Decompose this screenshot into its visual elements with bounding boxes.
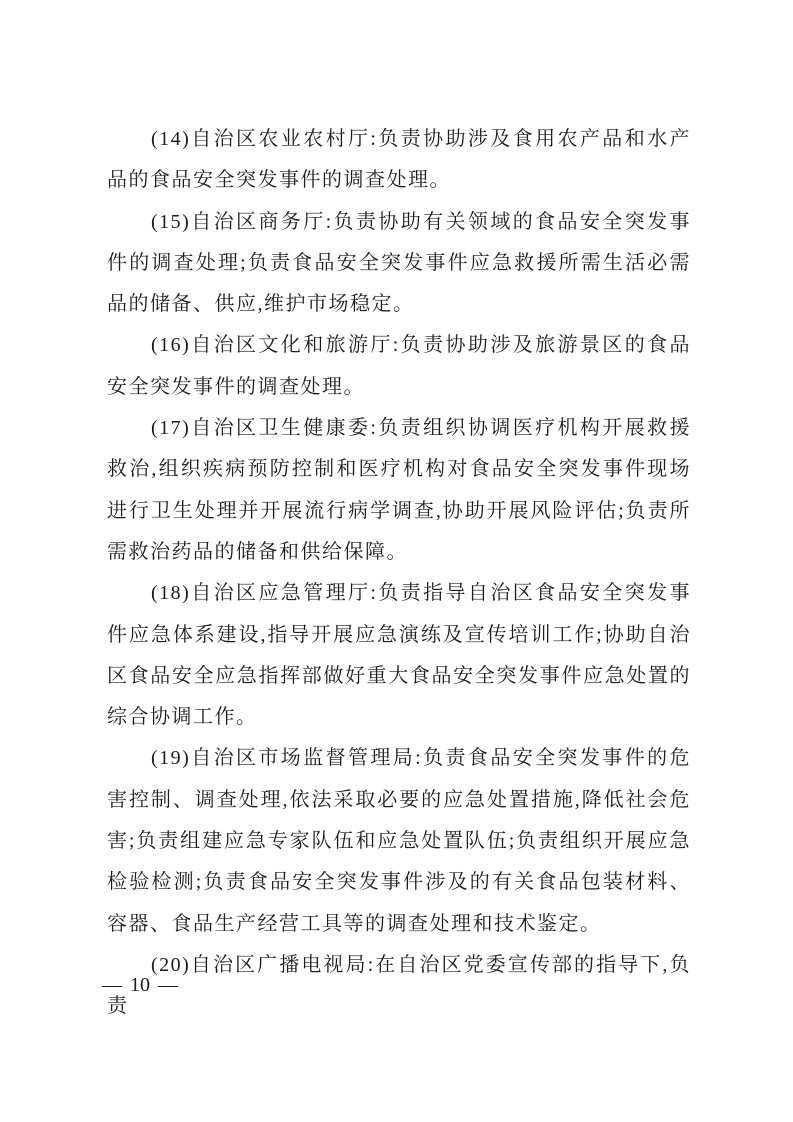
paragraph-item-17: (17)自治区卫生健康委:负责组织协调医疗机构开展救援救治,组织疾病预防控制和医疗机构对食品安全突发事件现场进行卫生处理并开展流行病学调查,协助开展风险评估;负责所需救治药品的储备和供给保障。	[107, 417, 691, 563]
paragraph-item-16: (16)自治区文化和旅游厅:负责协助涉及旅游景区的食品安全突发事件的调查处理。	[107, 334, 691, 398]
paragraph-item-15: (15)自治区商务厅:负责协助有关领域的食品安全突发事件的调查处理;负责食品安全突发事件应急救援所需生活必需品的储备、供应,维护市场稳定。	[107, 210, 691, 316]
paragraph-item-14: (14)自治区农业农村厅:负责协助涉及食用农产品和水产品的食品安全突发事件的调查处理。	[107, 128, 691, 192]
paragraph-item-18: (18)自治区应急管理厅:负责指导自治区食品安全突发事件应急体系建设,指导开展应急演练及宣传培训工作;协助自治区食品安全应急指挥部做好重大食品安全突发事件应急处置的综合协调工作。	[107, 582, 691, 729]
page-number: 10	[130, 974, 150, 996]
paragraph-item-20: (20)自治区广播电视局:在自治区党委宣传部的指导下,负责	[107, 953, 691, 1018]
footer-left-dash: —	[102, 974, 122, 996]
document-body	[107, 119, 691, 1028]
page-number-footer	[102, 971, 178, 999]
paragraph-item-19: (19)自治区市场监督管理局:负责食品安全突发事件的危害控制、调查处理,依法采取必要的应急处置措施,降低社会危害;负责组建应急专家队伍和应急处置队伍;负责组织开展应急检验检测;负责食品安全突发事件涉及的有关食品包装材料、容器、食品生产经营工具等的调查处理和技术鉴定。	[107, 747, 691, 935]
footer-right-dash: —	[158, 974, 178, 996]
